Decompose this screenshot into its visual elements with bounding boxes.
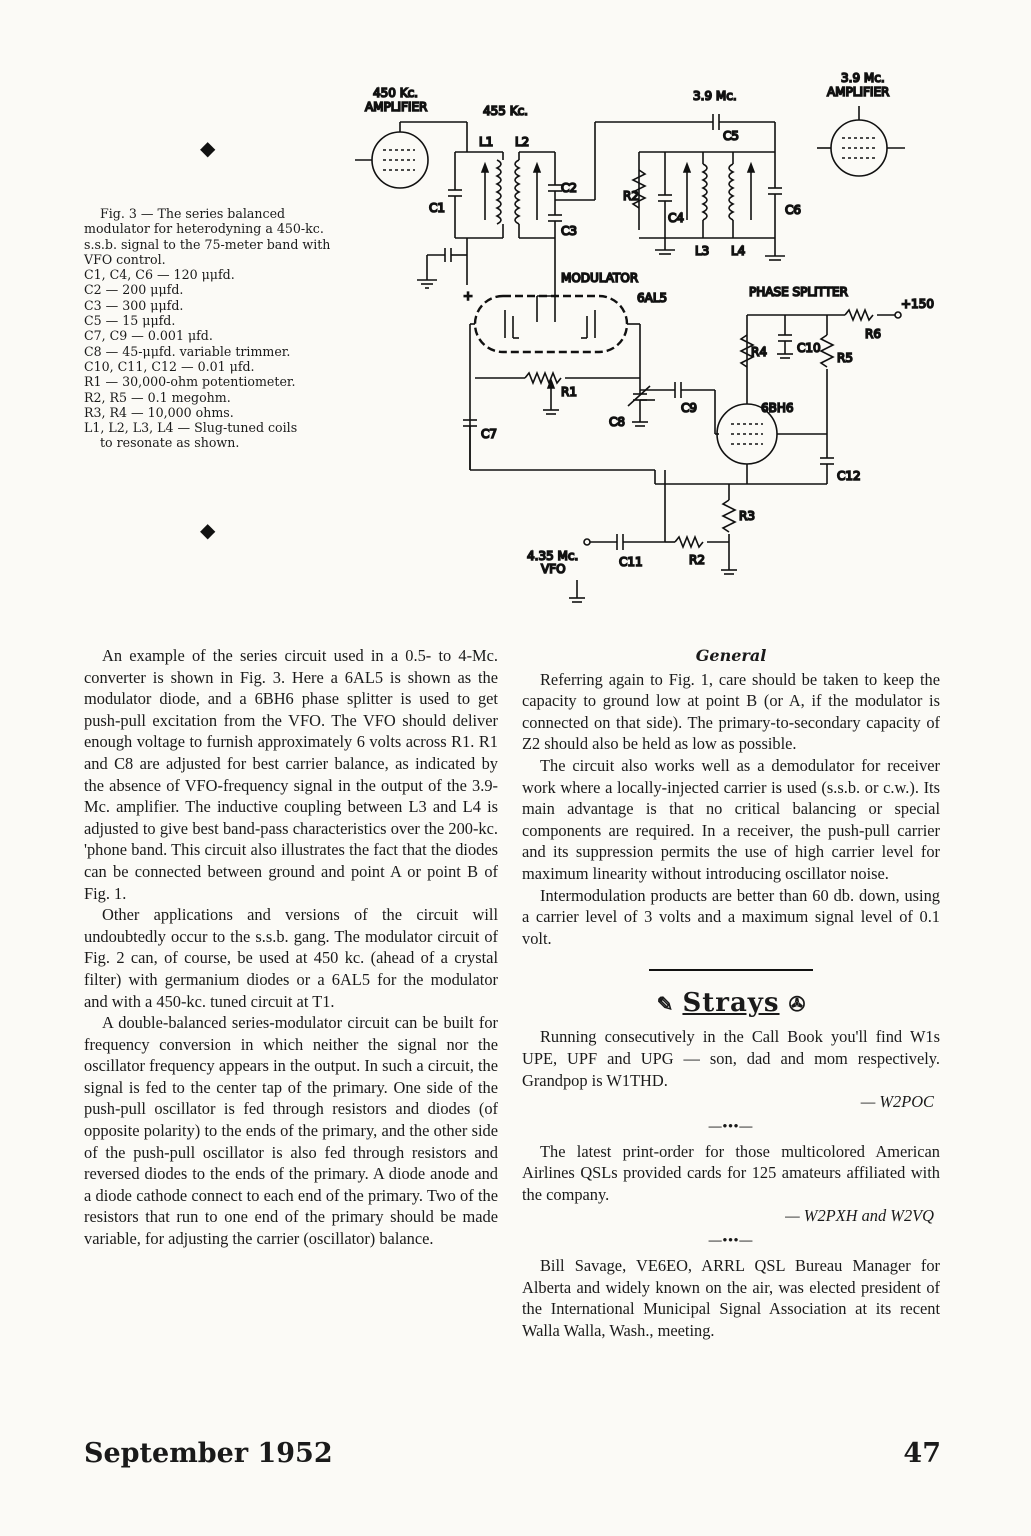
stray-signature: — W2PXH and W2VQ [785, 1206, 934, 1226]
strays-ornament-right-icon: ✇ [788, 992, 806, 1017]
article-paragraph: An example of the series circuit used in a 0.5- to 4-Mc. converter is shown in Fig. 3. Here a 6AL5 is shown as the modulator diode, and a 6BH6 phase splitter is used to get push-pull excitation from the VFO. The VFO should deliver enough voltage to furnish approximately 6 volts across R1. R1 and C8 are adjusted for best carrier balance, as indicated by the absence of VFO-frequency signal in the output of the 3.9-Mc. amplifier. The inductive coupling between L3 and L4 is adjusted to give best band-pass characteristics over the 200-kc. 'phone band. This circuit also illustrates the fact that the diodes can be connected between ground and point A or point B of Fig. 1. [84, 646, 498, 903]
label-3.9mc-amp: 3.9 Mc. [841, 71, 885, 85]
stray-signature: — W2POC [860, 1092, 934, 1112]
label-450kc: 450 Kc. [373, 86, 418, 100]
figure-caption-title: Fig. 3 — The series balanced modulator for heterodyning a 450-kc. s.s.b. signal to the 75-meter band with VFO control. [84, 206, 331, 267]
caption-line: R1 — 30,000-ohm potentiometer. [84, 374, 296, 390]
caption-line: C1, C4, C6 — 120 μμfd. [84, 267, 235, 283]
label-L4: L4 [731, 244, 746, 258]
label-R6: R6 [865, 327, 881, 341]
stray-item: Running consecutively in the Call Book you'll find W1s UPE, UPF and UPG — son, dad and mom respectively. Grandpop is W1THD. [522, 1027, 940, 1090]
section-divider [649, 969, 813, 971]
caption-line: R3, R4 — 10,000 ohms. [84, 404, 234, 420]
label-C4: C4 [668, 211, 685, 225]
label-L2: L2 [515, 135, 530, 149]
caption-line: C2 — 200 μμfd. [84, 282, 184, 298]
tube-3.9mc-amplifier [775, 106, 905, 176]
tube-450kc-amplifier [355, 122, 467, 188]
article-right-column [522, 645, 940, 1341]
article-paragraph: Referring again to Fig. 1, care should be taken to keep the capacity to ground low at point B (or A, if the modulator is connected on that side). The primary-to-secondary capacity of Z2 should also be held as low as possible. [522, 669, 940, 754]
caption-line: C7, C9 — 0.001 μfd. [84, 328, 213, 344]
label-3.9mc-amplifier: AMPLIFIER [827, 85, 890, 99]
label-vfo: VFO [541, 562, 566, 576]
label-C2: C2 [561, 181, 578, 195]
page-number: 47 [903, 1438, 941, 1469]
label-R3: R3 [739, 509, 755, 523]
stray-item: The latest print-order for those multicolored American Airlines QSLs provided cards for 125 amateurs affiliated with the company. [522, 1141, 940, 1204]
label-plus: + [463, 289, 474, 303]
stray-separator: —•••— [708, 1232, 754, 1248]
caption-line: L1, L2, L3, L4 — Slug-tuned coils [84, 420, 298, 436]
diamond-ornament-bottom: ◆ [200, 518, 216, 542]
label-C6: C6 [785, 203, 802, 217]
caption-line: R2, R5 — 0.1 megohm. [84, 389, 231, 405]
footer-date: September 1952 [84, 1438, 333, 1469]
label-R2: R2 [623, 189, 639, 203]
label-3.9mc: 3.9 Mc. [693, 89, 737, 103]
strays-heading [522, 985, 940, 1022]
label-6BH6: 6BH6 [761, 401, 794, 415]
caption-line: C10, C11, C12 — 0.01 μfd. [84, 358, 255, 374]
label-L3: L3 [695, 244, 710, 258]
caption-line: C5 — 15 μμfd. [84, 313, 176, 329]
label-C1: C1 [429, 201, 446, 215]
label-C8: C8 [609, 415, 626, 429]
caption-line: to resonate as shown. [100, 435, 240, 451]
label-modulator: MODULATOR [561, 271, 639, 285]
label-C3: C3 [561, 224, 578, 238]
label-L1: L1 [479, 135, 494, 149]
caption-line: C8 — 45-μμfd. variable trimmer. [84, 343, 291, 359]
label-C12: C12 [837, 469, 861, 483]
label-phase-splitter: PHASE SPLITTER [749, 285, 848, 299]
stray-separator: —•••— [708, 1117, 754, 1133]
label-6AL5: 6AL5 [637, 291, 668, 305]
diamond-ornament-top: ◆ [200, 136, 216, 160]
strays-title: Strays [682, 988, 780, 1019]
label-450kc-amplifier: AMPLIFIER [365, 100, 428, 114]
label-C7: C7 [481, 427, 498, 441]
label-R1: R1 [561, 385, 577, 399]
label-vfo-frequency: 4.35 Mc. [527, 549, 579, 563]
article-paragraph: Intermodulation products are better than 60 db. down, using a carrier level of 3 volts and a maximum signal level of 0.1 volt. [522, 885, 940, 948]
section-title-general: General [695, 646, 767, 665]
article-left-column [84, 645, 498, 1250]
article-paragraph: Other applications and versions of the circuit will undoubtedly occur to the s.s.b. gang. The modulator circuit of Fig. 2 can, of course, be used at 450 kc. (ahead of a crystal filter) with germanium diodes or a 6AL5 for the modulator and with a 450-kc. tuned circuit at T1. [84, 905, 498, 1011]
label-C9: C9 [681, 401, 698, 415]
label-455kc: 455 Kc. [483, 104, 528, 118]
label-C5: C5 [723, 129, 740, 143]
schematic-diagram [355, 60, 945, 620]
label-plus150: +150 [901, 297, 934, 311]
article-paragraph: A double-balanced series-modulator circuit can be built for frequency conversion in which neither the signal nor the oscillator frequency appears in the output. In such a circuit, the signal is fed to the center tap of the primary. One side of the push-pull oscillator is fed through resistors and diodes (of opposite polarity) to the ends of the primary, and the other side of the push-pull oscillator is also fed through resistors and reversed diodes to the ends of the primary. A diode anode and a diode cathode connect to each end of the primary. Two of the resistors that run to one end of the primary should be made variable, for adjusting the carrier (oscillator) balance. [84, 1013, 498, 1249]
label-C11: C11 [619, 555, 643, 569]
caption-line: C3 — 300 μμfd. [84, 297, 184, 313]
label-C10: C10 [797, 341, 821, 355]
label-R4: R4 [751, 345, 767, 359]
stray-item: Bill Savage, VE6EO, ARRL QSL Bureau Manager for Alberta and widely known on the air, was elected president of the International Municipal Signal Association at its recent Walla Walla, Wash., meeting. [522, 1256, 940, 1340]
label-R2b: R2 [689, 553, 705, 567]
strays-ornament-left-icon: ✎ [656, 992, 674, 1017]
label-R5: R5 [837, 351, 853, 365]
article-paragraph: The circuit also works well as a demodulator for receiver work where a locally-injected carrier is used (s.s.b. or c.w.). Its main advantage is that no critical balancing or special components are required. In a receiver, the push-pull carrier and its suppression permits the use of high carrier level for maximum linearity without introducing oscillator noise. [522, 755, 940, 883]
figure-caption [84, 206, 346, 451]
